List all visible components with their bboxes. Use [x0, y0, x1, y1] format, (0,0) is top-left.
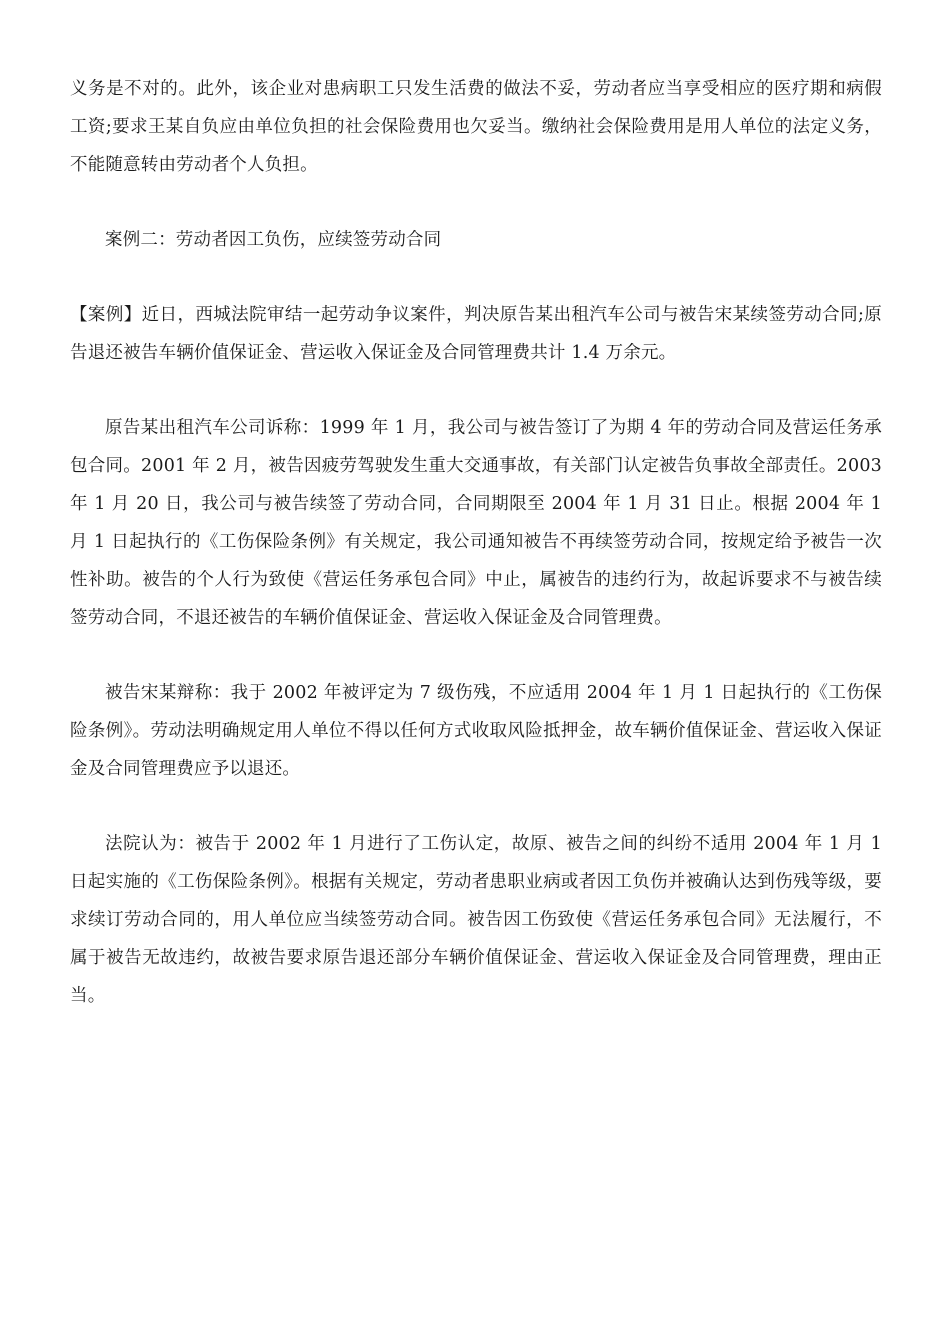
paragraph-text: 近日，西城法院审结一起劳动争议案件，判决原告某出租汽车公司与被告宋某续签劳动合同;原告退还被告车辆价值保证金、营运收入保证金及合同管理费共计 1.4 万余元。	[70, 305, 882, 363]
paragraph-plaintiff-claim	[70, 409, 882, 637]
document-body	[70, 70, 882, 1052]
paragraph-defendant-response	[70, 674, 882, 788]
paragraph-continuation	[70, 70, 882, 184]
case-two-heading	[70, 221, 882, 259]
paragraph-text: 法院认为：被告于 2002 年 1 月进行了工伤认定，故原、被告之间的纠纷不适用 2004 年 1 月 1 日起实施的《工伤保险条例》。根据有关规定，劳动者患职业病或者因工负伤并被确认达到伤残等级，要求续订劳动合同的，用人单位应当续签劳动合同。被告因工伤致使《营运任务承包合同》无法履行，不属于被告无故违约，故被告要求原告退还部分车辆价值保证金、营运收入保证金及合同管理费，理由正当。	[70, 834, 882, 1006]
case-label: 【案例】	[70, 305, 142, 325]
paragraph-text: 原告某出租汽车公司诉称：1999 年 1 月，我公司与被告签订了为期 4 年的劳动合同及营运任务承包合同。2001 年 2 月，被告因疲劳驾驶发生重大交通事故，有关部门认定被告负事故全部责任。2003 年 1 月 20 日，我公司与被告续签了劳动合同，合同期限至 2004 年 1 月 31 日止。根据 2004 年 1 月 1 日起执行的《工伤保险条例》有关规定，我公司通知被告不再续签劳动合同，按规定给予被告一次性补助。被告的个人行为致使《营运任务承包合同》中止，属被告的违约行为，故起诉要求不与被告续签劳动合同，不退还被告的车辆价值保证金、营运收入保证金及合同管理费。	[70, 418, 882, 628]
paragraph-case-summary	[70, 296, 882, 372]
case-heading-text: 案例二：劳动者因工负伤，应续签劳动合同	[105, 230, 442, 250]
paragraph-text: 被告宋某辩称：我于 2002 年被评定为 7 级伤残，不应适用 2004 年 1 月 1 日起执行的《工伤保险条例》。劳动法明确规定用人单位不得以任何方式收取风险抵押金，故车辆价值保证金、营运收入保证金及合同管理费应予以退还。	[70, 683, 882, 779]
paragraph-court-opinion	[70, 825, 882, 1015]
paragraph-text: 义务是不对的。此外，该企业对患病职工只发生活费的做法不妥，劳动者应当享受相应的医疗期和病假工资;要求王某自负应由单位负担的社会保险费用也欠妥当。缴纳社会保险费用是用人单位的法定义务，不能随意转由劳动者个人负担。	[70, 79, 882, 175]
